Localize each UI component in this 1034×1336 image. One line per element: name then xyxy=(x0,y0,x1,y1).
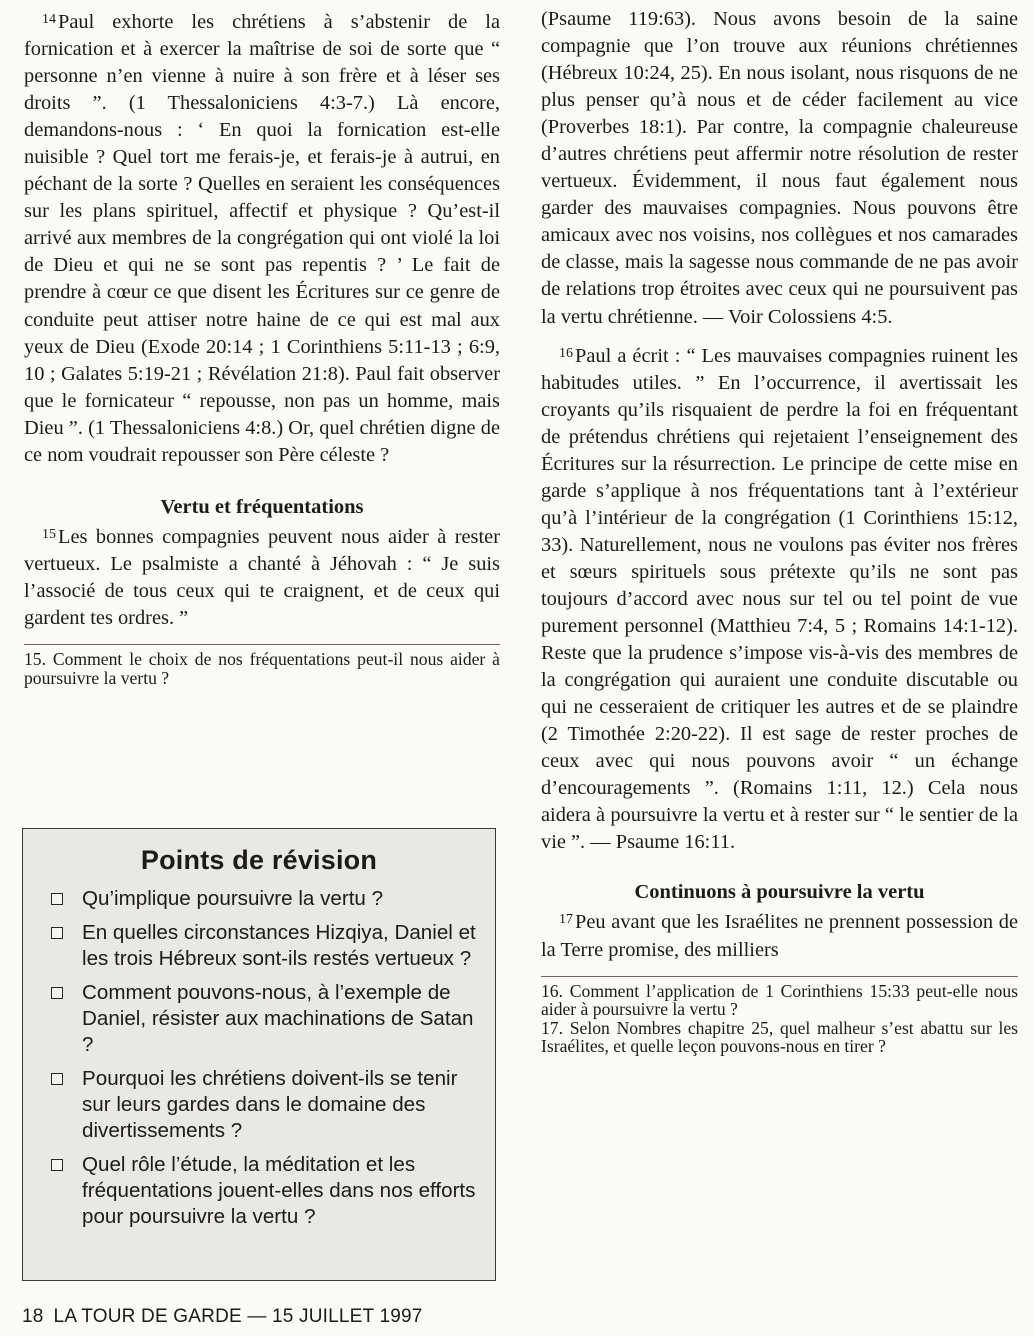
page-footer xyxy=(22,1306,423,1328)
checkbox-icon xyxy=(51,927,63,939)
paragraph-text: Les bonnes compagnies peuvent nous aider à rester vertueux. Le psalmiste a chanté à Jéhovah : “ Je suis l’associé de tous ceux qui te craignent, et de ceux qui gardent tes ordres. ” xyxy=(24,525,500,629)
paragraph-number: 17 xyxy=(559,912,573,928)
review-item-text: Qu’implique poursuivre la vertu ? xyxy=(82,887,384,910)
paragraph-16 xyxy=(541,340,1018,857)
paragraph-number: 14 xyxy=(42,12,56,27)
paragraph-number: 16 xyxy=(559,345,573,361)
review-item-text: Comment pouvons-nous, à l’exemple de Daniel, résister aux machinations de Satan ? xyxy=(82,981,474,1056)
study-question-17: 17. Selon Nombres chapitre 25, quel malheur s’est abattu sur les Israélites, et quelle leçon pouvons-nous en tirer ? xyxy=(541,1017,1018,1057)
paragraph-15-continued: (Psaume 119:63). Nous avons besoin de la saine compagnie que l’on trouve aux réunions chrétiennes (Hébreux 10:24, 25). En nous isolant, nous risquons de ne plus penser qu’à nous et de céder facilement au vice (Proverbes 18:1). Par contre, la compagnie chaleureuse d’autres chrétiens peut affermir notre résolution de rester vertueux. Évidemment, il nous faut également nous garder des mauvaises compagnies. Nous pouvons être amicaux avec nos voisins, nos collègues et nos camarades de classe, mais la sagesse nous commande de ne pas avoir de relations trop étroites avec ceux qui ne poursuivent pas la vertu chrétienne. — Voir Colossiens 4:5. xyxy=(541,8,1018,328)
page-number: 18 xyxy=(22,1306,44,1327)
paragraph-number: 15 xyxy=(42,526,56,542)
review-item-text: Pourquoi les chrétiens doivent-ils se tenir sur leurs gardes dans le domaine des divertissements ? xyxy=(82,1067,458,1142)
review-item-text: Quel rôle l’étude, la méditation et les fréquentations jouent-elles dans nos efforts pour poursuivre la vertu ? xyxy=(82,1153,476,1228)
review-item xyxy=(51,1152,485,1230)
paragraph-text: Paul a écrit : “ Les mauvaises compagnies ruinent les habitudes utiles. ” En l’occurrence, il avertissait les croyants qu’ils risquaient de perdre la foi en fréquentant de prétendus chrétiens qui rejetaient l’enseignement des Écritures sur la résurrection. Le principe de cette mise en garde s’applique à nos fréquentations tant à l’extérieur qu’à l’intérieur de la congrégation (1 Corinthiens 15:12, 33). Naturellement, nous ne voulons pas éviter nos frères et sœurs spirituels sous prétexte qu’ils ne sont pas toujours d’accord avec nous sur tel ou tel point de vue purement personnel (Matthieu 7:4, 5 ; Romains 14:1-12). Reste que la prudence s’impose vis-à-vis des membres de la congrégation qui auraient une conduite discutable ou qui ne cesseraient de critiquer les autres et de se plaindre (2 Timothée 2:20-22). Il est sage de rester proches de ceux avec qui nous pouvons avoir “ un échange d’encouragements ”. (Romains 1:11, 12.) Cela nous aidera à poursuivre la vertu et à rester sur “ le sentier de la vie ”. — Psaume 16:11. xyxy=(541,344,1018,854)
paragraph-17 xyxy=(541,906,1018,963)
right-column xyxy=(541,6,1018,1056)
review-item xyxy=(51,920,485,972)
paragraph-14 xyxy=(24,6,500,469)
subheading-continuons: Continuons à poursuivre la vertu xyxy=(634,881,925,904)
study-question-15: 15. Comment le choix de nos fréquentations peut-il nous aider à poursuivre la vertu ? xyxy=(24,644,500,687)
review-item-text: En quelles circonstances Hizqiya, Daniel et les trois Hébreux sont-ils restés vertueux ? xyxy=(82,921,476,970)
left-column xyxy=(24,6,500,687)
paragraph-15 xyxy=(24,521,500,632)
review-item xyxy=(51,1066,485,1144)
review-item xyxy=(51,886,485,912)
study-questions-16-17 xyxy=(541,976,1018,1056)
subheading-vertu-frequentations: Vertu et fréquentations xyxy=(160,495,364,518)
checkbox-icon xyxy=(51,1159,63,1171)
publication-title: LA TOUR DE GARDE — 15 JUILLET 1997 xyxy=(53,1306,423,1327)
review-list xyxy=(23,886,495,1230)
review-title: Points de révision xyxy=(140,845,378,875)
checkbox-icon xyxy=(51,1073,63,1085)
checkbox-icon xyxy=(51,987,63,999)
paragraph-text: Paul exhorte les chrétiens à s’abstenir de la fornication et à exercer la maîtrise de soi de sorte que “ personne n’en vienne à nuire à son frère et à léser ses droits ”. (1 Thessaloniciens 4:3-7.) Là encore, demandons-nous : ‘ En quoi la fornication est-elle nuisible ? Quel tort me ferais-je, et ferais-je à autrui, en péchant de la sorte ? Quelles en seraient les conséquences sur les plans spirituel, affectif et physique ? Qu’est-il arrivé aux membres de la congrégation qui ont violé la loi de Dieu et qui ne se sont pas repentis ? ’ Le fait de prendre à cœur ce que disent les Écritures sur ce genre de conduite peut attiser notre haine de ce qui est mal aux yeux de Dieu (Exode 20:14 ; 1 Corinthiens 5:11-13 ; 6:9, 10 ; Galates 5:19-21 ; Révélation 21:8). Paul fait observer que le fornicateur “ repousse, non pas un homme, mais Dieu ”. (1 Thessaloniciens 4:8.) Or, quel chrétien digne de ce nom voudrait repousser son Père céleste ? xyxy=(24,11,500,466)
paragraph-text: Peu avant que les Israélites ne prennent possession de la Terre promise, des milliers xyxy=(541,911,1018,961)
study-question-16: 16. Comment l’application de 1 Corinthiens 15:33 peut-elle nous aider à poursuivre la vertu ? xyxy=(541,980,1018,1020)
review-item xyxy=(51,980,485,1058)
review-box xyxy=(22,828,496,1281)
checkbox-icon xyxy=(51,893,63,905)
